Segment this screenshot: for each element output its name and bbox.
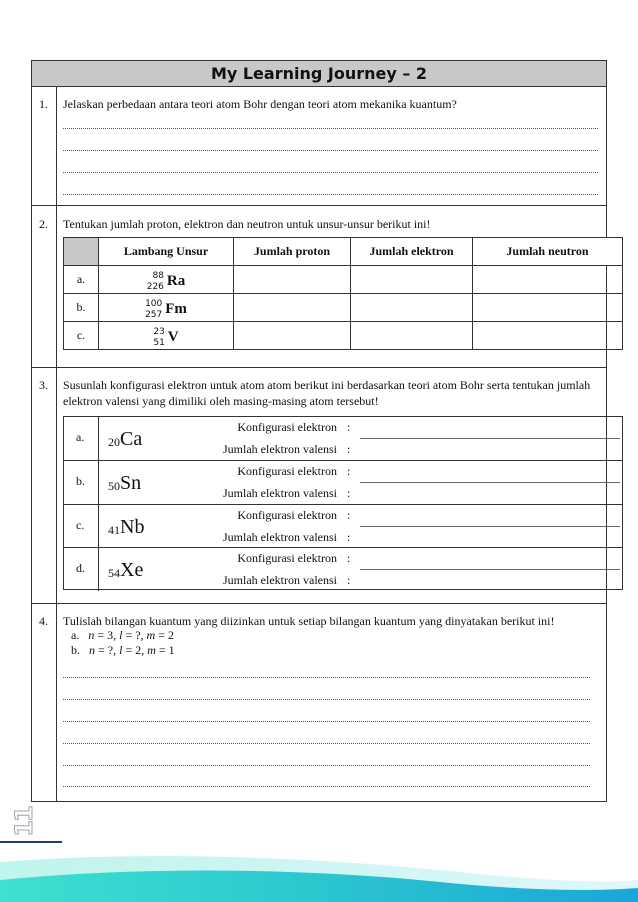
column-divider [98, 417, 99, 460]
row-label: a. [64, 266, 99, 294]
row-label: c. [64, 322, 99, 350]
n-value: = ?, [95, 643, 120, 657]
n-value: = 3, [94, 628, 120, 642]
mass-number: 100 [145, 298, 163, 309]
answer-line[interactable] [360, 438, 620, 439]
config-label: Konfigurasi elektron [237, 508, 337, 522]
answer-line[interactable] [360, 526, 620, 527]
atomic-number: 41 [108, 523, 120, 537]
var-n: n [89, 643, 95, 657]
answer-line[interactable] [360, 569, 620, 570]
config-label: Konfigurasi elektron [237, 420, 337, 434]
table-header-blank [64, 238, 99, 266]
q1-text: Jelaskan perbedaan antara teori atom Bohr dengan teori atom mekanika kuantum? [63, 97, 457, 111]
answer-cell[interactable] [351, 322, 473, 350]
m-value: = 2 [155, 628, 174, 642]
element-symbol: V [167, 329, 179, 345]
row-label: a. [76, 430, 85, 444]
q3-number: 3. [39, 378, 48, 392]
page-number: 11 [10, 807, 38, 837]
l-value: = 2, [122, 643, 148, 657]
table-row [64, 460, 622, 504]
atomic-number: 51 [153, 337, 165, 348]
answer-line[interactable] [63, 765, 590, 766]
colon: : [347, 508, 351, 522]
m-value: = 1 [155, 643, 175, 657]
q2-text: Tentukan jumlah proton, elektron dan neutron untuk unsur-unsur berikut ini! [63, 217, 431, 231]
table-header: Lambang Unsur [99, 238, 234, 266]
section-divider [32, 367, 606, 368]
atomic-number: 54 [108, 566, 120, 580]
row-label: c. [76, 518, 85, 532]
answer-line[interactable] [63, 194, 598, 195]
answer-cell[interactable] [351, 294, 473, 322]
valence-label: Jumlah elektron valensi [223, 442, 337, 456]
element-symbol: Nb [120, 516, 145, 538]
element-notation [108, 428, 142, 451]
q3-text: Susunlah konfigurasi elektron untuk atom atom berikut ini berdasarkan teori atom Bohr serta tentukan jumlah elektron valensi yang dimiliki oleh masing-masing atom tersebut! [63, 378, 591, 408]
column-divider [98, 461, 99, 504]
var-m: m [147, 643, 156, 657]
table-row [64, 322, 623, 350]
answer-cell[interactable] [234, 266, 351, 294]
atomic-number: 50 [108, 479, 120, 493]
section-divider [32, 205, 606, 206]
colon: : [347, 420, 351, 434]
answer-cell[interactable] [351, 266, 473, 294]
column-divider [98, 505, 99, 548]
table-header: Jumlah proton [234, 238, 351, 266]
row-label: b. [64, 294, 99, 322]
element-symbol-cell [99, 266, 234, 294]
element-symbol-cell [99, 322, 234, 350]
answer-line[interactable] [63, 786, 590, 787]
q1-number: 1. [39, 97, 48, 111]
config-label: Konfigurasi elektron [237, 464, 337, 478]
answer-cell[interactable] [473, 294, 623, 322]
q4-number: 4. [39, 614, 48, 628]
element-symbol: Sn [120, 472, 142, 494]
section-divider [32, 603, 606, 604]
q4-item-a [71, 628, 174, 643]
table-header: Jumlah neutron [473, 238, 623, 266]
config-label: Konfigurasi elektron [237, 551, 337, 565]
colon: : [347, 442, 351, 456]
var-l: l [119, 643, 123, 657]
table-row [64, 294, 623, 322]
mass-number: 88 [152, 270, 164, 281]
var-m: m [146, 628, 156, 642]
element-symbol: Xe [120, 559, 144, 581]
answer-cell[interactable] [234, 294, 351, 322]
atomic-number: 226 [146, 281, 164, 292]
element-notation [108, 516, 144, 539]
table-row [64, 547, 622, 591]
answer-line[interactable] [63, 172, 598, 173]
mass-number: 23 [153, 326, 165, 337]
answer-cell[interactable] [473, 266, 623, 294]
answer-line[interactable] [63, 699, 590, 700]
colon: : [347, 486, 351, 500]
footer-accent-line [0, 841, 62, 843]
element-symbol-cell [99, 294, 234, 322]
colon: : [347, 530, 351, 544]
q2-table [63, 237, 623, 350]
item-label: a. [71, 628, 80, 642]
answer-cell[interactable] [473, 322, 623, 350]
colon: : [347, 464, 351, 478]
table-header: Jumlah elektron [351, 238, 473, 266]
answer-line[interactable] [63, 743, 590, 744]
var-l: l [119, 628, 123, 642]
table-row [64, 266, 623, 294]
answer-line[interactable] [63, 128, 598, 129]
answer-line[interactable] [63, 721, 590, 722]
colon: : [347, 551, 351, 565]
answer-line[interactable] [63, 150, 598, 151]
worksheet-frame [31, 60, 607, 802]
valence-label: Jumlah elektron valensi [223, 573, 337, 587]
page-title: My Learning Journey – 2 [32, 61, 606, 87]
l-value: = ?, [122, 628, 147, 642]
row-label: b. [76, 474, 85, 488]
answer-line[interactable] [360, 482, 620, 483]
row-label: d. [76, 561, 85, 575]
q4-item-b [71, 643, 175, 658]
atomic-number: 20 [108, 435, 120, 449]
column-divider [98, 548, 99, 591]
valence-label: Jumlah elektron valensi [223, 530, 337, 544]
wave-light [0, 856, 638, 902]
number-column-divider [56, 86, 57, 801]
q2-number: 2. [39, 217, 48, 231]
atomic-number: 257 [145, 309, 163, 320]
element-symbol: Fm [165, 301, 187, 317]
table-row [64, 504, 622, 548]
element-symbol: Ca [120, 428, 143, 450]
wave-dark [0, 870, 638, 902]
var-n: n [88, 628, 95, 642]
item-label: b. [71, 643, 80, 657]
valence-label: Jumlah elektron valensi [223, 486, 337, 500]
table-row [64, 417, 622, 460]
colon: : [347, 573, 351, 587]
element-notation [108, 559, 143, 582]
q3-table [63, 416, 623, 590]
element-notation [108, 472, 141, 495]
answer-cell[interactable] [234, 322, 351, 350]
answer-line[interactable] [63, 677, 590, 678]
element-symbol: Ra [166, 273, 186, 289]
q4-text: Tulislah bilangan kuantum yang diizinkan untuk setiap bilangan kuantum yang dinyatakan berikut ini! [63, 614, 555, 628]
